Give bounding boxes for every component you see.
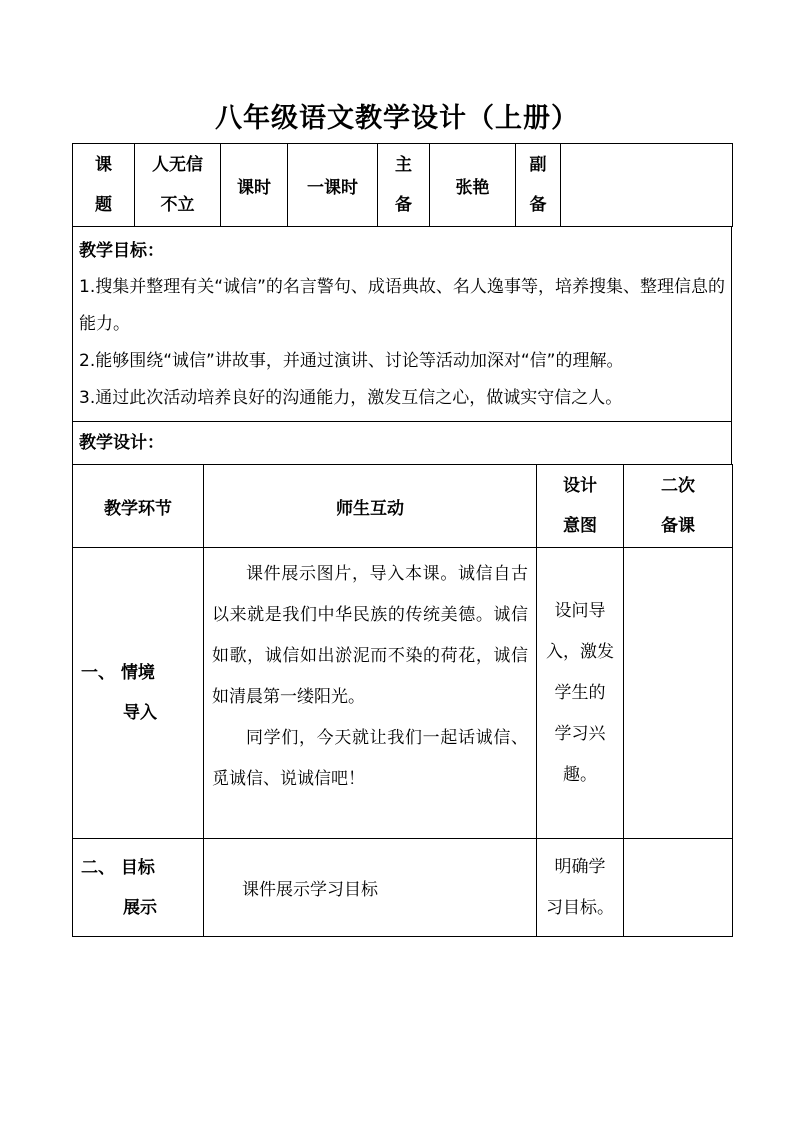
main-preparer-value: 张艳 (430, 144, 516, 227)
period-value: 一课时 (288, 144, 378, 227)
intent-cell: 设问导 入，激发 学生的 学习兴 趣。 (537, 548, 624, 839)
goals-row (73, 227, 732, 422)
stage-cell: 二、 目标 展示 (73, 839, 204, 937)
goal-item: 3.通过此次活动培养良好的沟通能力，激发互信之心，做诚实守信之人。 (79, 388, 623, 408)
col-stage: 教学环节 (73, 465, 204, 548)
topic-value: 人无信 不立 (135, 144, 221, 227)
design-label: 教学设计： (73, 422, 732, 465)
col-intent: 设计 意图 (537, 465, 624, 548)
goal-item: 1.搜集并整理有关“诚信”的名言警句、成语典故、名人逸事等，培养搜集、整理信息的能力。 (79, 277, 725, 334)
design-column-headers (73, 465, 733, 548)
period-label: 课时 (221, 144, 288, 227)
second-prep-cell (624, 548, 733, 839)
goal-item: 2.能够围绕“诚信”讲故事，并通过演讲、讨论等活动加深对“信”的理解。 (79, 351, 624, 371)
intent-cell: 明确学 习目标。 (537, 839, 624, 937)
col-interaction: 师生互动 (204, 465, 537, 548)
deputy-preparer-label: 副 备 (516, 144, 561, 227)
design-label-row (73, 422, 732, 465)
stage-cell: 一、 情境 导入 (73, 548, 204, 839)
table-row (73, 548, 733, 839)
design-table (72, 464, 733, 937)
header-table (72, 143, 733, 227)
col-second-prep: 二次 备课 (624, 465, 733, 548)
table-row (73, 839, 733, 937)
topic-label: 课 题 (73, 144, 135, 227)
lesson-plan-table (72, 143, 732, 937)
second-prep-cell (624, 839, 733, 937)
deputy-preparer-value (561, 144, 733, 227)
teaching-goals (73, 227, 732, 422)
header-row (73, 144, 733, 227)
interaction-cell: 课件展示图片，导入本课。诚信自古以来就是我们中华民族的传统美德。诚信如歌，诚信如出淤泥而不染的荷花，诚信如清晨第一缕阳光。 同学们，今天就让我们一起话诚信、觅诚信、说诚信吧！ (204, 548, 537, 839)
main-preparer-label: 主 备 (378, 144, 430, 227)
goals-table (72, 226, 732, 465)
document-title: 八年级语文教学设计（上册） (215, 103, 579, 134)
interaction-cell: 课件展示学习目标 (204, 839, 537, 937)
goals-label: 教学目标： (79, 241, 164, 261)
